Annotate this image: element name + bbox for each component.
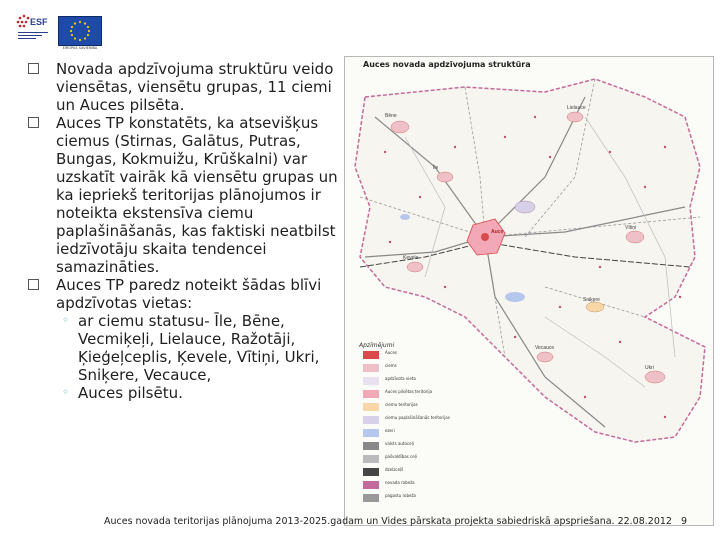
legend-swatch	[363, 416, 379, 424]
legend-swatch	[363, 494, 379, 502]
eu-flag-logo	[58, 16, 102, 46]
lake	[505, 292, 525, 302]
legend-item	[359, 492, 459, 505]
sub-bullet-text: ar ciemu statusu- Īle, Bēne, Vecmiķeļi, Lielauce, Ražotāji, Ķieģeļceplis, Ķevele, Vītiņi, Ukri, Sniķere, Vecauce,	[78, 312, 320, 384]
ring-bullet-icon: ◦	[62, 385, 70, 399]
legend-swatch	[363, 351, 379, 359]
place-label: Vītiņi	[625, 225, 637, 231]
legend-swatch	[363, 377, 379, 385]
legend-item	[359, 362, 459, 375]
slide-footer	[104, 516, 710, 527]
legend-label: pagastu robeža	[385, 493, 416, 498]
bullet-item	[28, 60, 338, 114]
village-extension-area	[586, 302, 604, 312]
esf-logo	[14, 12, 54, 46]
eu-stars-icon	[59, 17, 101, 45]
village-extension-area	[515, 201, 535, 213]
village-area	[391, 121, 409, 133]
place-label: Lielauce	[567, 105, 586, 111]
place-label: Auce	[491, 229, 504, 235]
sub-bullet-item	[56, 384, 338, 402]
sub-bullet-text: Auces pilsētu.	[78, 384, 183, 402]
lake	[400, 214, 410, 220]
legend-item	[359, 388, 459, 401]
legend-item	[359, 427, 459, 440]
village-area	[645, 371, 665, 383]
village-area	[407, 262, 423, 272]
place-label: Sniķere	[583, 297, 600, 303]
place-label: Bēne	[385, 113, 397, 119]
legend-heading: Apzīmējumi	[359, 342, 395, 349]
legend-swatch	[363, 364, 379, 372]
eu-logo-caption: EIROPAS SAVIENĪBA	[62, 46, 98, 50]
village-area	[537, 352, 553, 362]
legend-swatch	[363, 442, 379, 450]
settlement-structure-map	[344, 56, 714, 526]
bullet-text: Auces TP konstatēts, ka atsevišķus ciemus (Stirnas, Galātus, Putras, Bungas, Kokmuižu, Krūškalni) var uzskatīt vairāk kā viensētu grupas un ka iepriekš teritorijas plānojumos ir noteikta ekstensīva ciemu paplašināšanās, kas faktiski neatbilst iedzīvotāju skaita tendencei samazināties.	[56, 114, 338, 276]
legend-item	[359, 375, 459, 388]
place-label: Ukri	[645, 365, 654, 371]
sub-bullet-item	[56, 312, 338, 384]
checkbox-bullet-icon	[28, 63, 39, 74]
legend-swatch	[363, 403, 379, 411]
ring-bullet-icon: ◦	[62, 313, 70, 327]
legend-item	[359, 401, 459, 414]
legend-label: novada robeža	[385, 480, 415, 485]
legend-item	[359, 414, 459, 427]
legend-item	[359, 453, 459, 466]
legend-swatch	[363, 468, 379, 476]
bullet-item	[28, 114, 338, 276]
legend-item	[359, 479, 459, 492]
village-area	[567, 112, 583, 122]
place-label: Īle	[433, 165, 439, 171]
legend-label: Auces pilsētas teritorija	[385, 389, 433, 394]
legend-swatch	[363, 429, 379, 437]
legend-label: pašvaldības ceļi	[385, 454, 417, 459]
legend-label: ciems	[385, 363, 397, 368]
bullet-text: Novada apdzīvojuma struktūru veido viensētas, viensētu grupas, 11 ciemi un Auces pilsēta.	[56, 60, 334, 114]
map-legend	[359, 342, 459, 505]
legend-label: ezeri	[385, 428, 395, 433]
place-label: Ķevele	[403, 255, 419, 261]
bullet-list	[28, 60, 338, 402]
legend-swatch	[363, 455, 379, 463]
legend-label: ciemu teritorijas	[385, 402, 418, 407]
place-label: Vecauce	[535, 345, 555, 351]
checkbox-bullet-icon	[28, 117, 39, 128]
legend-label: ciemu paplašināšanās teritorijas	[385, 415, 450, 420]
legend-item	[359, 466, 459, 479]
legend-label: apdzīvota vieta	[385, 376, 416, 381]
map-title: Auces novada apdzīvojuma struktūra	[363, 60, 531, 69]
legend-item	[359, 349, 459, 362]
legend-label: Auces	[385, 350, 398, 355]
village-area	[437, 172, 453, 182]
page-number: 9	[681, 516, 688, 527]
legend-swatch	[363, 481, 379, 489]
legend-item	[359, 440, 459, 453]
bullet-text: Auces TP paredz noteikt šādas blīvi apdzīvotas vietas:	[56, 276, 322, 312]
village-area	[626, 231, 644, 243]
checkbox-bullet-icon	[28, 279, 39, 290]
auce-town-marker	[481, 233, 489, 241]
esf-logo-text: ESF	[30, 17, 48, 27]
bullet-item	[28, 276, 338, 312]
footer-text: Auces novada teritorijas plānojuma 2013-2025.gadam un Vides pārskata projekta sabiedriskā apspriešana. 22.08.2012	[104, 516, 672, 527]
legend-label: valsts autoceļi	[385, 441, 414, 446]
legend-label: dzelzceļš	[385, 467, 404, 472]
legend-swatch	[363, 390, 379, 398]
